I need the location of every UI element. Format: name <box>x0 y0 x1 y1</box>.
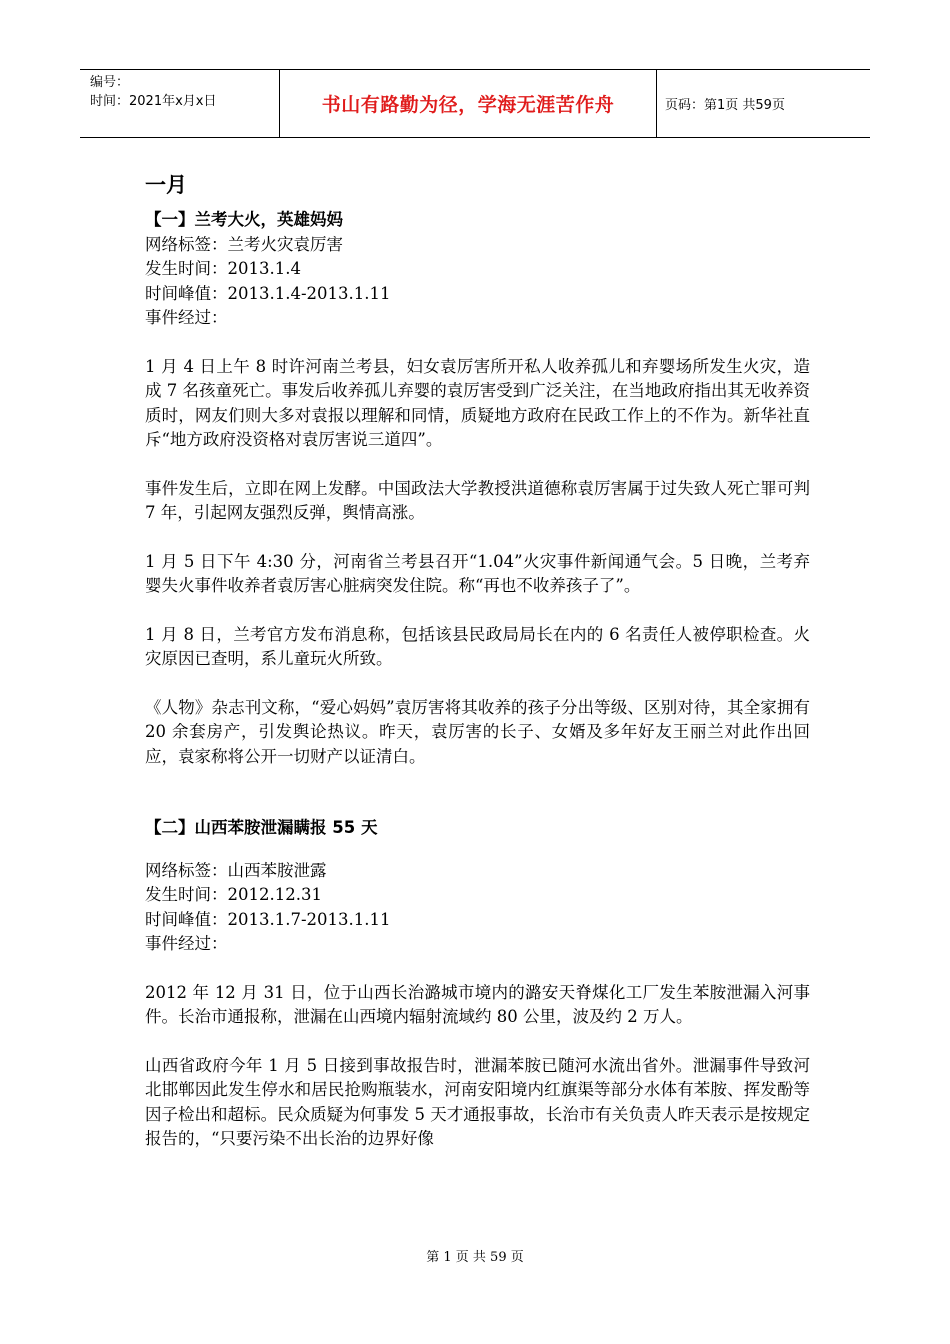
process-label: 事件经过： <box>145 308 228 327</box>
header-page-number: 页码：第1页 共59页 <box>665 98 785 113</box>
section-spacer <box>145 769 810 816</box>
section-title: 【二】山西苯胺泄漏瞒报 55 天 <box>145 818 378 837</box>
header-table <box>80 69 870 138</box>
network-tag: 网络标签：兰考火灾袁厉害 <box>145 234 343 254</box>
page-footer: 第 1 页 共 59 页 <box>426 1250 524 1265</box>
event-section-2 <box>145 816 810 1152</box>
paragraph: 2012 年 12 月 31 日，位于山西长治潞城市境内的潞安天脊煤化工厂发生苯胺泄漏入河事件。长治市通报称，泄漏在山西境内辐射流域约 80 公里，波及约 2 万人。 <box>145 982 810 1026</box>
paragraph: 1 月 5 日下午 4:30 分，河南省兰考县召开“1.04”火灾事件新闻通气会。5 日晚，兰考弃婴失火事件收养者袁厉害心脏病突发住院。称“再也不收养孩子了”。 <box>145 551 810 595</box>
month-heading: 一月 <box>145 173 187 197</box>
peak-time: 时间峰值：2013.1.7-2013.1.11 <box>145 909 391 929</box>
document-body <box>145 170 810 1152</box>
document-time: 时间：2021年x月x日 <box>90 94 217 109</box>
event-section-1 <box>145 208 810 769</box>
occur-time: 发生时间：2012.12.31 <box>145 885 322 904</box>
section-title: 【一】兰考大火，英雄妈妈 <box>145 210 343 229</box>
header-slogan: 书山有路勤为径，学海无涯苦作舟 <box>280 70 657 137</box>
title-spacer <box>145 841 810 859</box>
network-tag: 网络标签：山西苯胺泄露 <box>145 860 327 880</box>
process-label: 事件经过： <box>145 934 228 953</box>
peak-time: 时间峰值：2013.1.4-2013.1.11 <box>145 283 391 303</box>
paragraph: 1 月 8 日，兰考官方发布消息称，包括该县民政局局长在内的 6 名责任人被停职检查。火灾原因已查明，系儿童玩火所致。 <box>145 624 810 668</box>
header-left-cell <box>80 70 280 137</box>
paragraph: 《人物》杂志刊文称，“爱心妈妈”袁厉害将其收养的孩子分出等级、区别对待，其全家拥有 20 余套房产，引发舆论热议。昨天，袁厉害的长子、女婿及多年好友王丽兰对此作出回应，袁家称将公开一切财产以证清白。 <box>145 697 810 766</box>
document-number: 编号： <box>90 75 130 90</box>
paragraph: 山西省政府今年 1 月 5 日接到事故报告时，泄漏苯胺已随河水流出省外。泄漏事件导致河北邯郸因此发生停水和居民抢购瓶装水，河南安阳境内红旗渠等部分水体有苯胺、挥发酚等因子检出和超标。民众质疑为何事发 5 天才通报事故，长治市有关负责人昨天表示是按规定报告的，“只要污染不出长治的边界好像 <box>145 1055 810 1148</box>
paragraph: 1 月 4 日上午 8 时许河南兰考县，妇女袁厉害所开私人收养孤儿和弃婴场所发生火灾，造成 7 名孩童死亡。事发后收养孤儿弃婴的袁厉害受到广泛关注，在当地政府指出其无收养资质时，网友们则大多对袁报以理解和同情，质疑地方政府在民政工作上的不作为。新华社直斥“地方政府没资格对袁厉害说三道四”。 <box>145 356 810 449</box>
occur-time: 发生时间：2013.1.4 <box>145 259 301 278</box>
paragraph: 事件发生后，立即在网上发酵。中国政法大学教授洪道德称袁厉害属于过失致人死亡罪可判 7 年，引起网友强烈反弹，舆情高涨。 <box>145 478 810 522</box>
